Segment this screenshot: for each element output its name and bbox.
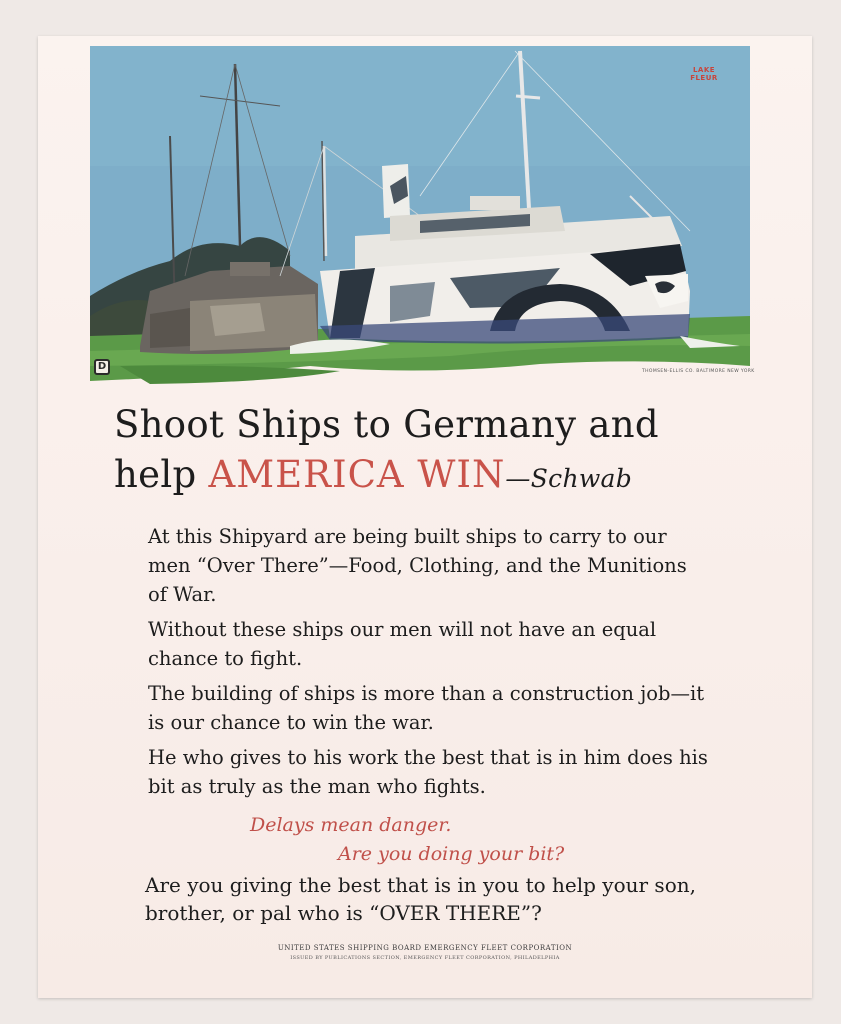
printer-credit: THOMSEN-ELLIS CO. BALTIMORE NEW YORK: [642, 369, 755, 374]
footer-publication: ISSUED BY PUBLICATIONS SECTION, EMERGENCY FLEET CORPORATION, PHILADELPHIA: [290, 955, 560, 961]
artist-signature: LAKE FLEUR: [690, 66, 718, 82]
doing-your-bit: Are you doing your bit?: [338, 843, 565, 865]
poster: [38, 36, 812, 998]
emergency-fleet-logo-icon: D: [94, 359, 110, 375]
delays-mean-danger: Delays mean danger.: [250, 814, 452, 836]
ships-illustration: [90, 46, 750, 386]
headline-america-win: AMERICA WIN: [208, 453, 506, 496]
headline: [114, 400, 754, 504]
footer-issuer: UNITED STATES SHIPPING BOARD EMERGENCY FLEET CORPORATION: [277, 944, 573, 952]
paragraph-his-bit: He who gives to his work the best that is in him does his bit as truly as the man who fights.: [148, 746, 708, 798]
closing-question: Are you giving the best that is in you to help your son, brother, or pal who is “OVER THERE”?: [145, 873, 696, 925]
headline-line-2: [114, 450, 754, 504]
paragraph-equal-chance: Without these ships our men will not have an equal chance to fight.: [148, 618, 657, 670]
headline-help: help: [114, 453, 209, 496]
paragraph-construction: The building of ships is more than a construction job—it is our chance to win the war.: [148, 682, 705, 734]
headline-signoff: —Schwab: [505, 464, 633, 493]
paragraph-shipyard: At this Shipyard are being built ships to carry to our men “Over There”—Food, Clothing, and the Munitions of War.: [148, 525, 687, 606]
headline-line-1: Shoot Ships to Germany and: [114, 403, 659, 446]
body-text: [148, 522, 708, 807]
